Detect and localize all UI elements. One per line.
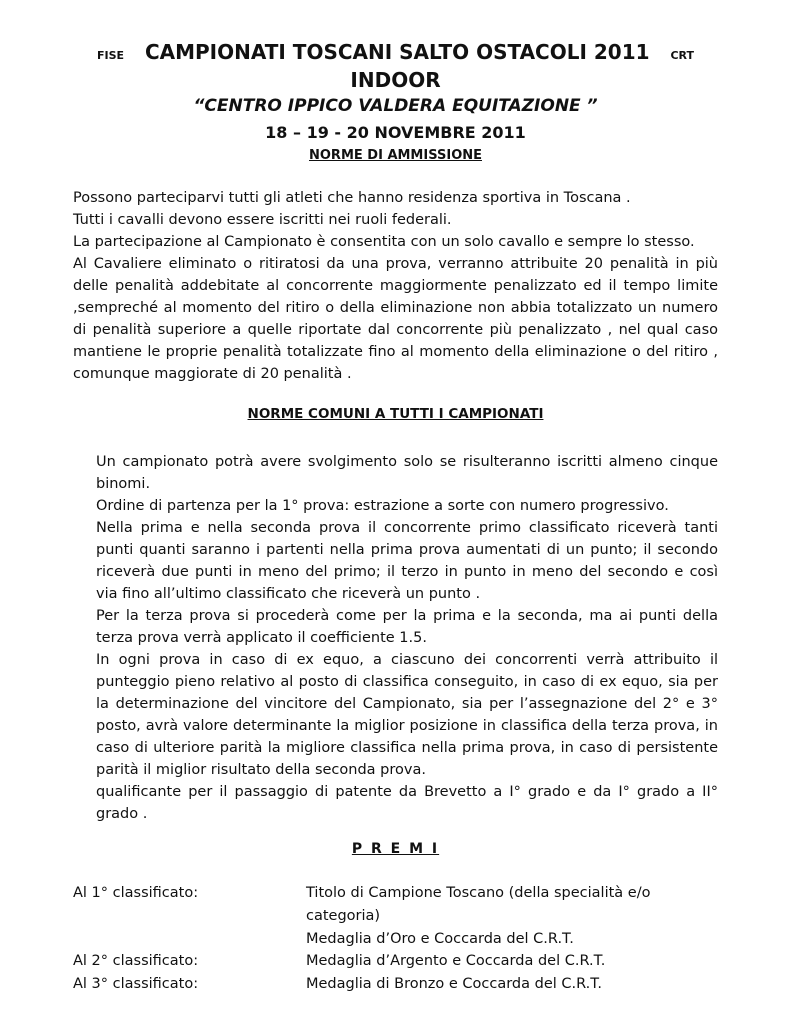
- fise-label: FISE: [97, 49, 125, 62]
- prize-description: [306, 882, 706, 951]
- prize-label: Al 3° classificato:: [73, 976, 199, 992]
- prize-label: Al 1° classificato:: [73, 885, 199, 901]
- document-title: [0, 40, 791, 64]
- paragraph: Un campionato potrà avere svolgimento solo se risulteranno iscritti almeno cinque binomi.: [96, 454, 718, 492]
- prize-line: Titolo di Campione Toscano (della specialità e/o categoria): [306, 885, 651, 924]
- crt-label: CRT: [670, 49, 694, 62]
- section-heading-prizes: P R E M I: [351, 841, 440, 857]
- prize-line: Medaglia di Bronzo e Coccarda del C.R.T.: [306, 976, 603, 992]
- prize-label: Al 2° classificato:: [73, 953, 199, 969]
- section-heading-common-rules: NORME COMUNI A TUTTI I CAMPIONATI: [247, 406, 544, 422]
- title-text: CAMPIONATI TOSCANI SALTO OSTACOLI 2011: [144, 40, 650, 64]
- prize-description: [306, 950, 706, 973]
- paragraph: Al Cavaliere eliminato o ritiratosi da una prova, verranno attribuite 20 penalità in più delle penalità addebitate al concorrente maggiormente penalizzato ed il tempo limite ,sempreché al momento del ritiro o della eliminazione non abbia totalizzato un numero di penalità superiore a quelle riportate dal concorrente più penalizzato , nel qual caso mantiene le proprie penalità totalizzate fino al momento della eliminazione o del ritiro , comunque maggiorate di 20 penalità .: [73, 256, 718, 382]
- prize-line: Medaglia d’Oro e Coccarda del C.R.T.: [306, 931, 574, 947]
- prize-description: [306, 973, 706, 996]
- venue-name: “CENTRO IPPICO VALDERA EQUITAZIONE ”: [193, 96, 598, 116]
- paragraph: In ogni prova in caso di ex equo, a ciascuno dei concorrenti verrà attribuito il punteggio pieno relativo al posto di classifica conseguito, in caso di ex equo, sia per la determinazione del vincitore del Campionato, sia per l’assegnazione del 2° e 3° posto, avrà valore determinante la miglior posizione in classifica della terza prova, in caso di ulteriore parità la migliore classifica nella prima prova, in caso di persistente parità il miglior risultato della seconda prova.: [96, 652, 718, 778]
- common-rules: [96, 451, 718, 825]
- paragraph: Per la terza prova si procederà come per la prima e la seconda, ma ai punti della terza prova verrà applicato il coefficiente 1.5.: [96, 608, 718, 646]
- subtitle: INDOOR: [350, 68, 441, 92]
- paragraph: Ordine di partenza per la 1° prova: estrazione a sorte con numero progressivo.: [96, 498, 669, 514]
- prize-line: Medaglia d’Argento e Coccarda del C.R.T.: [306, 953, 606, 969]
- paragraph: Nella prima e nella seconda prova il concorrente primo classificato riceverà tanti punti quanti saranno i partenti nella prima prova aumentati di un punto; il secondo riceverà due punti in meno del primo; il terzo in punto in meno del secondo e così via fino all’ultimo classificato che riceverà un punto .: [96, 520, 718, 602]
- admission-rules: [73, 187, 718, 385]
- section-heading-admission: NORME DI AMMISSIONE: [309, 148, 482, 163]
- paragraph: La partecipazione al Campionato è consentita con un solo cavallo e sempre lo stesso.: [73, 234, 695, 250]
- paragraph: Tutti i cavalli devono essere iscritti nei ruoli federali.: [73, 212, 452, 228]
- prize-row: [73, 882, 733, 950]
- paragraph: qualificante per il passaggio di patente da Brevetto a I° grado e da I° grado a II° grado .: [96, 784, 718, 822]
- paragraph: Possono parteciparvi tutti gli atleti che hanno residenza sportiva in Toscana .: [73, 190, 631, 206]
- event-dates: 18 – 19 - 20 NOVEMBRE 2011: [265, 123, 526, 142]
